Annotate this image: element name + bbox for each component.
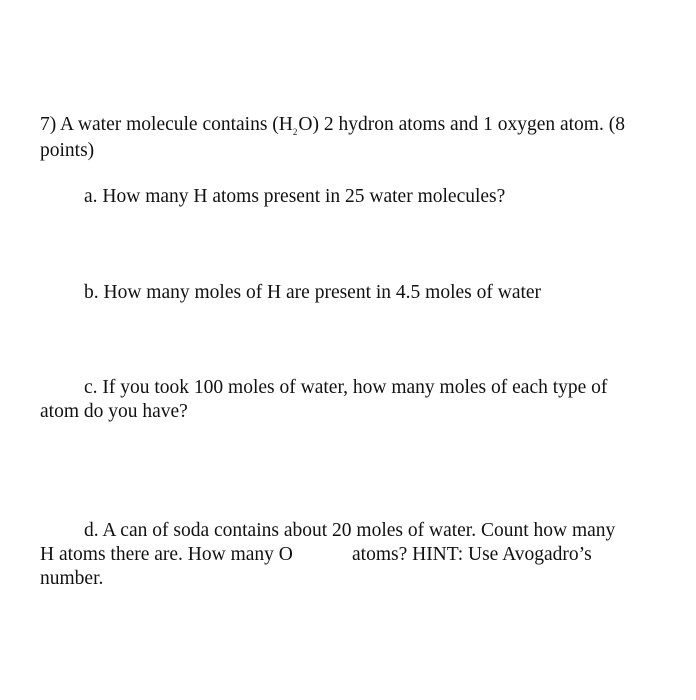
intro-text-after-subscript: O) 2 hydron atoms and 1 oxygen atom. (8 <box>298 114 625 135</box>
part-c-question-line1: c. If you took 100 moles of water, how many moles of each type of <box>84 377 608 398</box>
part-d-question-line3: number. <box>40 568 104 589</box>
intro-text-before-subscript: 7) A water molecule contains (H <box>40 114 293 135</box>
part-d-question-line1: d. A can of soda contains about 20 moles of water. Count how many <box>84 520 616 541</box>
part-a-question: a. How many H atoms present in 25 water molecules? <box>84 186 506 207</box>
part-d-question-line2b: atoms? HINT: Use Avogadro’s <box>352 544 592 565</box>
question-intro-line2: points) <box>40 140 95 161</box>
part-c-question-line2: atom do you have? <box>40 401 188 422</box>
part-b-question: b. How many moles of H are present in 4.5 moles of water <box>84 282 542 303</box>
subscript-two: 2 <box>292 127 298 137</box>
question-intro-line1 <box>40 113 625 139</box>
part-d-question-line2a: H atoms there are. How many O <box>40 544 293 565</box>
